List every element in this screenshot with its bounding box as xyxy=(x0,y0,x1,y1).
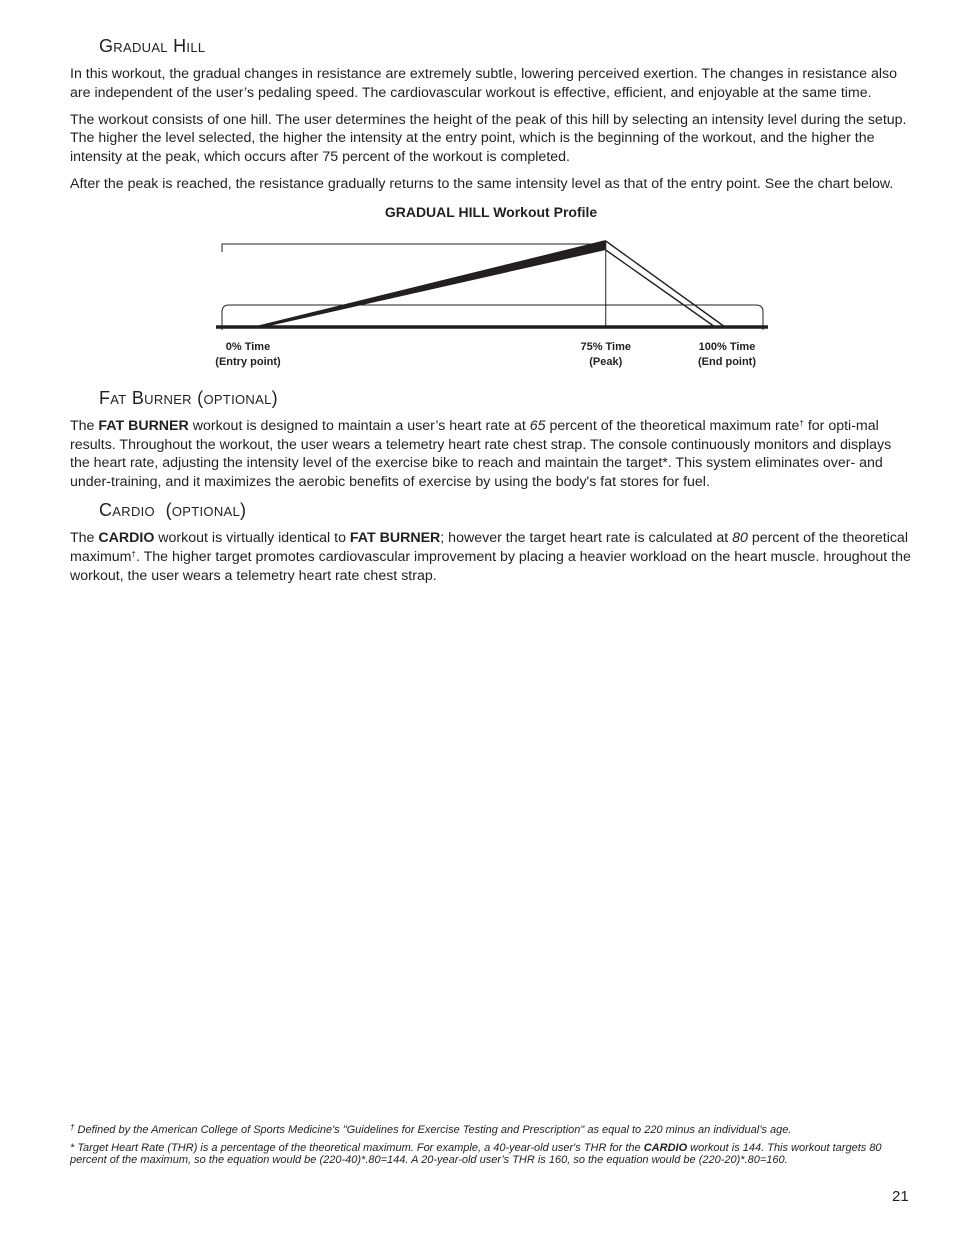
fat-burner-text-1: The xyxy=(70,417,99,434)
gradual-hill-heading: Gradual Hill xyxy=(99,36,206,56)
x-tick-label-entry xyxy=(215,340,280,370)
footnote-dagger-mark: † xyxy=(70,1123,75,1132)
cardio-heading: Cardio (optional) xyxy=(99,499,247,520)
cardio-dagger: † xyxy=(131,549,136,559)
footnote-asterisk-text-2: workout is 144. This workout targets 80 percent of the maximum, so the equation would be (220-40)*.80=144. A 20-year-old user’s THR is 160, so the equation would be (220-20)*.80=160. xyxy=(70,1142,882,1166)
x-tick-label-peak-line2: (Peak) xyxy=(589,355,623,368)
footnote-dagger xyxy=(70,1124,910,1136)
gradual-hill-paragraph-1: In this workout, the gradual changes in resistance are extremely subtle, lowering perceived exertion. The changes in resistance also are independent of the user’s pedaling speed. The cardiovascular workout is effective, efficient, and enjoyable at the same time. xyxy=(70,66,898,101)
cardio-percent: 80 xyxy=(732,529,748,546)
fat-burner-dagger: † xyxy=(799,418,804,428)
cardio-text-3: ; however the target heart rate is calculated at xyxy=(440,529,733,546)
cardio-text-1: The xyxy=(70,529,99,546)
footnote-asterisk xyxy=(70,1142,910,1166)
fat-burner-paragraph xyxy=(70,417,912,492)
gradual-hill-paragraph-2: The workout consists of one hill. The user determines the height of the peak of this hill by selecting an intensity level during the setup. The higher the level selected, the higher the intensity at the entry point, which is the beginning of the workout, and the higher the intensity at the peak, which occurs after 75 percent of the workout is completed. xyxy=(70,111,907,166)
footnotes xyxy=(70,1124,910,1172)
footnote-dagger-text: Defined by the American College of Sports Medicine's "Guidelines for Exercise Testing and Prescription" as equal to 220 minus an individual’s age. xyxy=(74,1124,792,1136)
chart-title: GRADUAL HILL Workout Profile xyxy=(384,203,598,220)
cardio-paragraph xyxy=(70,529,912,585)
fat-burner-bold: FAT BURNER xyxy=(98,417,189,434)
footnote-asterisk-text-1: * Target Heart Rate (THR) is a percentage of the theoretical maximum. For example, a 40-year-old user's THR for the xyxy=(70,1142,644,1154)
fat-burner-text-2: workout is designed to maintain a user’s heart rate at xyxy=(188,417,530,434)
x-tick-label-peak xyxy=(580,340,631,370)
cardio-text-2: workout is virtually identical to xyxy=(154,529,350,546)
fat-burner-heading: Fat Burner (optional) xyxy=(99,387,278,408)
x-tick-label-entry-line2: (Entry point) xyxy=(215,355,281,368)
chart-svg xyxy=(70,226,912,386)
profile-fall-segment-2 xyxy=(606,250,715,327)
cardio-bold-1: CARDIO xyxy=(98,529,155,546)
fat-burner-text-4: for opti-mal results. Throughout the workout, the user wears a telemetry heart rate chest strap. The console continuously monitors and displays the heart rate, adjusting the intensity level of the exercise bike to reach and maintain the target*. This system eliminates over- and under-training, and it maximizes the aerobic benefits of exercise by using the body's fat stores for fuel. xyxy=(70,417,892,491)
profile-fall-segment-1 xyxy=(606,241,725,327)
x-tick-label-end-line1: 100% Time xyxy=(698,340,756,353)
footnote-asterisk-bold: CARDIO xyxy=(643,1142,688,1154)
chart-marks xyxy=(216,240,768,328)
fat-burner-percent: 65 xyxy=(529,417,546,434)
x-tick-label-end-line2: (End point) xyxy=(697,355,757,368)
x-tick-label-end xyxy=(698,340,756,370)
cardio-bold-2: FAT BURNER xyxy=(349,529,441,546)
x-tick-label-entry-line1: 0% Time xyxy=(225,340,271,353)
workout-profile-chart xyxy=(70,226,912,386)
peak-level-bracket xyxy=(222,244,605,252)
gradual-hill-paragraph-3: After the peak is reached, the resistance gradually returns to the same intensity level as that of the entry point. See the chart below. xyxy=(70,175,894,192)
page-number: 21 xyxy=(892,1188,909,1205)
fat-burner-text-3: percent of the theoretical maximum rate xyxy=(545,417,800,434)
page-content xyxy=(70,36,912,593)
cardio-text-4: percent of the theoretical maximum xyxy=(70,529,908,565)
x-tick-label-peak-line1: 75% Time xyxy=(580,340,632,353)
cardio-text-5: . The higher target promotes cardiovascular improvement by placing a heavier workload on the heart muscle. hroughout the workout, the user wears a telemetry heart rate chest strap. xyxy=(70,548,911,584)
profile-rise-segment xyxy=(248,240,606,328)
